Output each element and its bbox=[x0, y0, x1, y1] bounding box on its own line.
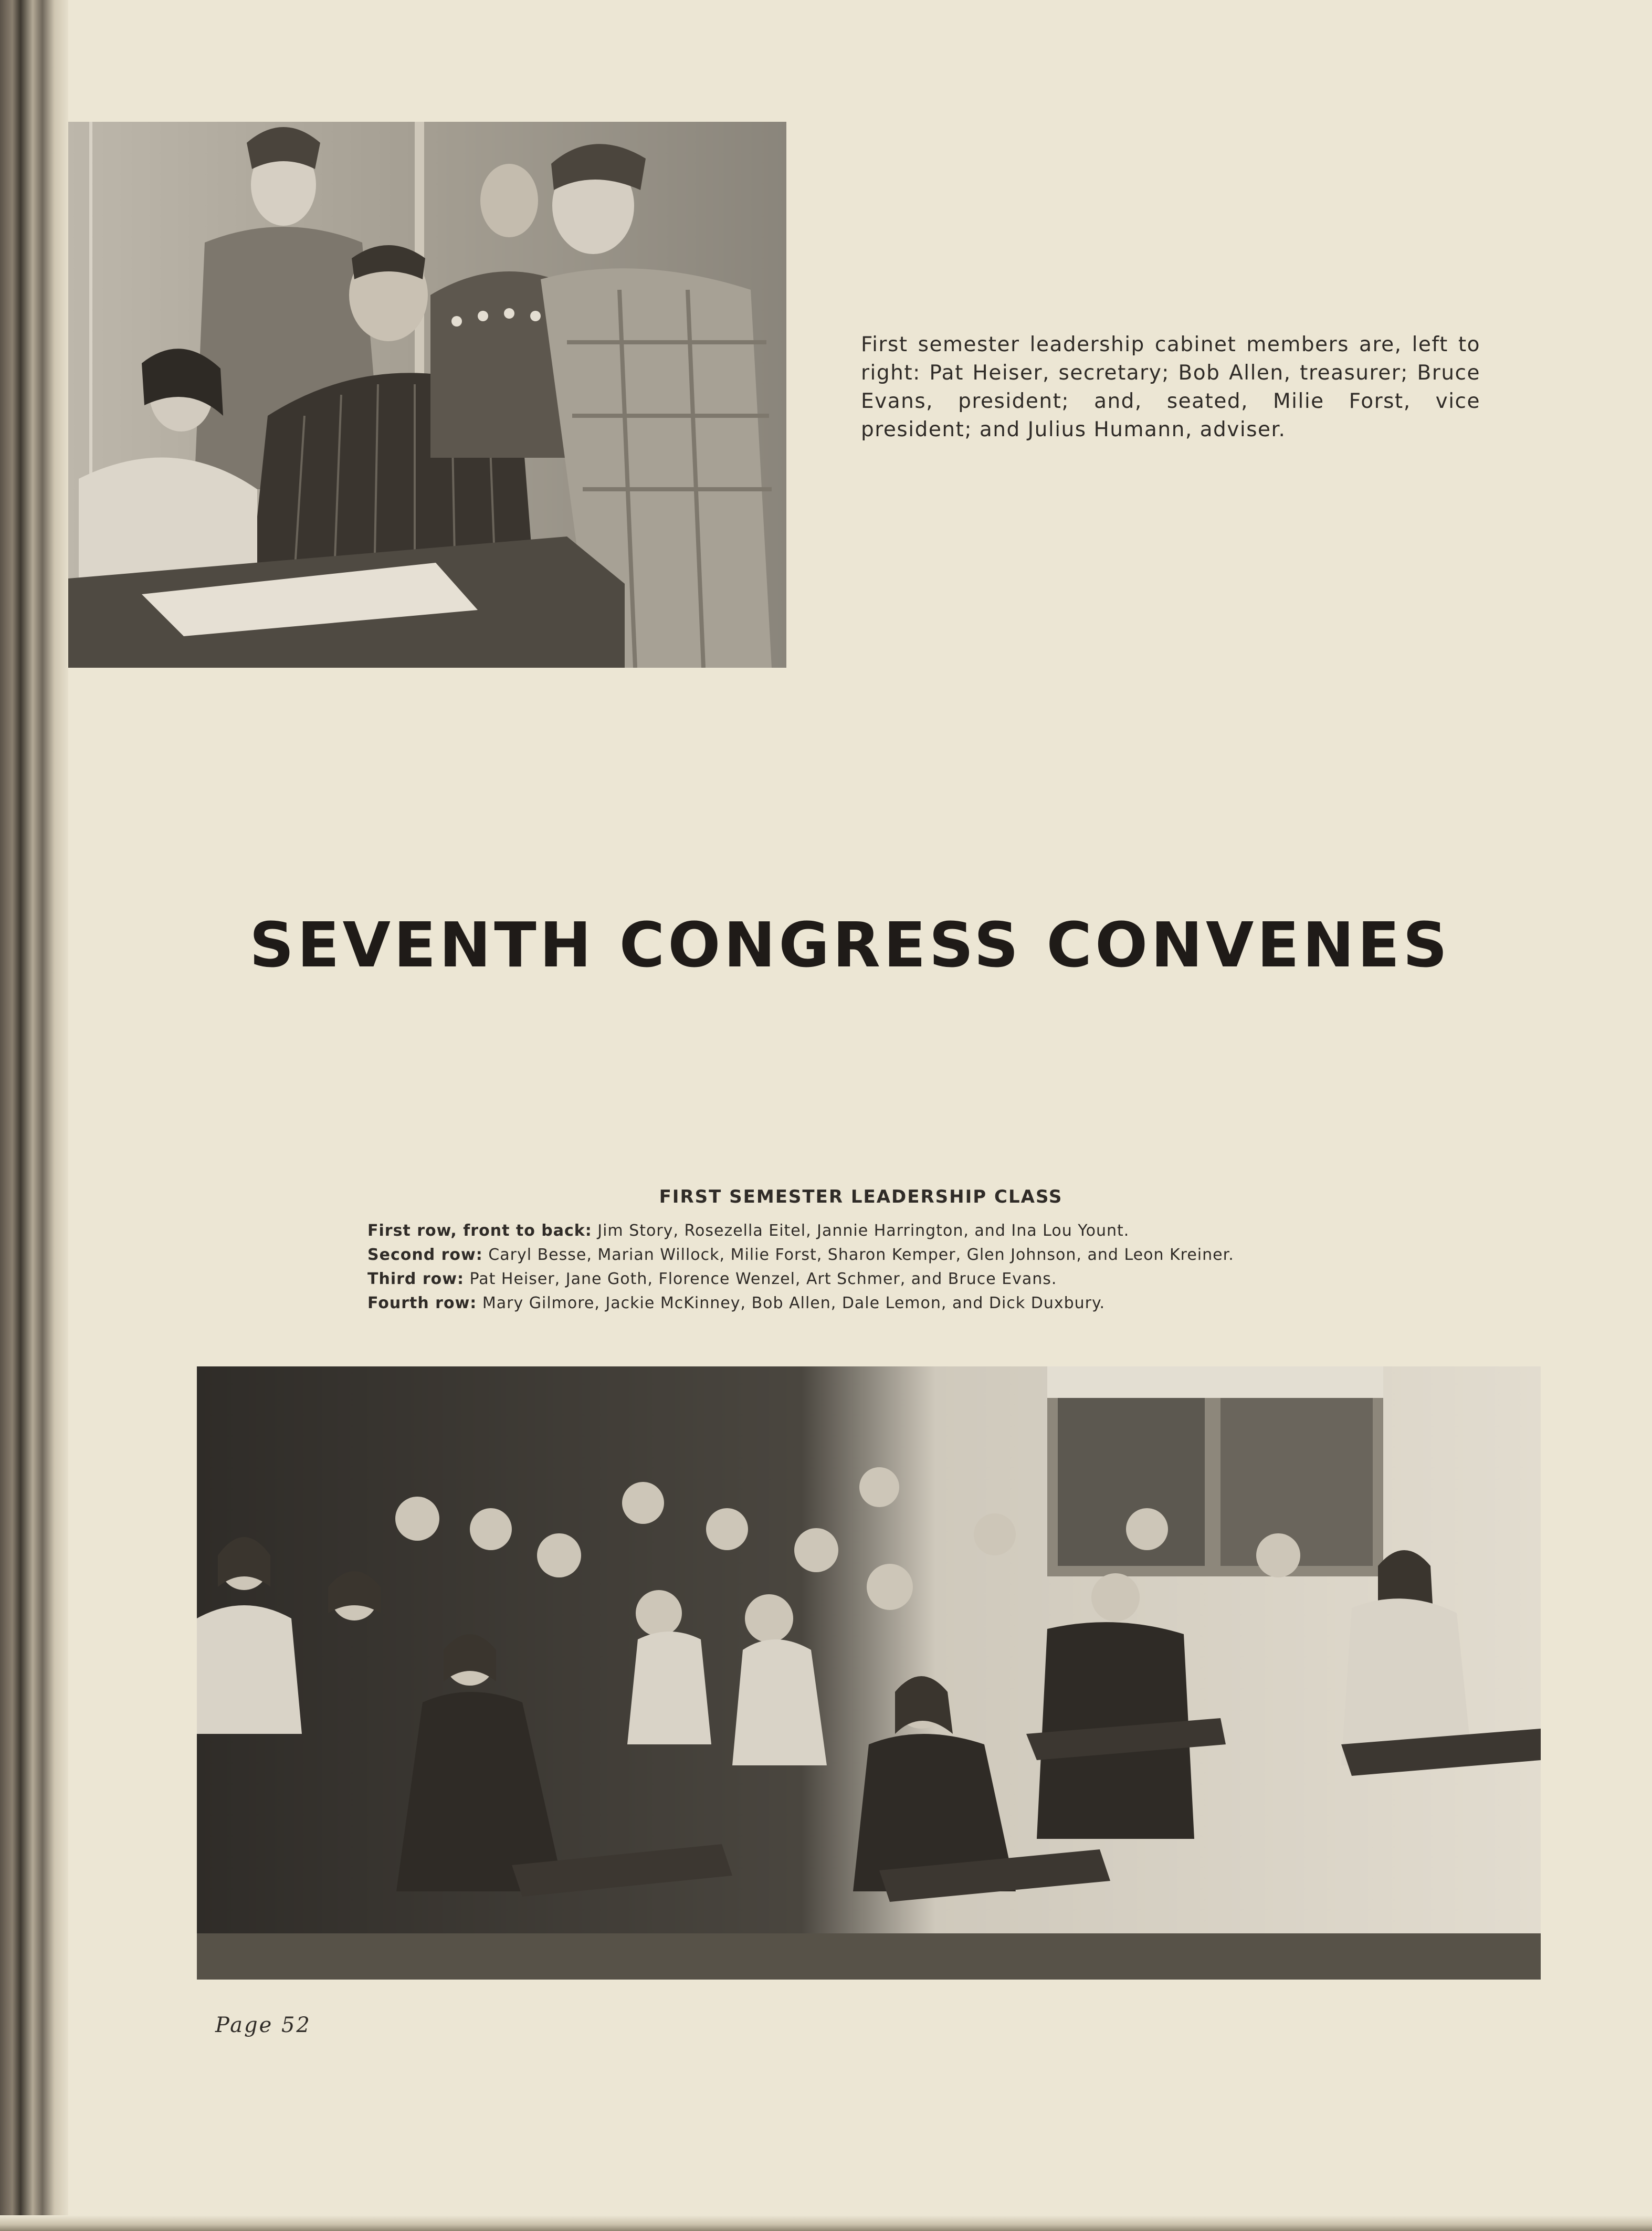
roster-row bbox=[367, 1243, 1522, 1267]
page-bottom-edge bbox=[0, 2215, 1652, 2231]
page-number: Page 52 bbox=[215, 2013, 311, 2037]
roster-row-names: Mary Gilmore, Jackie McKinney, Bob Allen, Dale Lemon, and Dick Duxbury. bbox=[482, 1294, 1106, 1312]
roster-title: FIRST SEMESTER LEADERSHIP CLASS bbox=[659, 1186, 1063, 1207]
leadership-class-roster bbox=[367, 1186, 1522, 1316]
cabinet-photo-image bbox=[68, 122, 786, 668]
roster-row-names: Pat Heiser, Jane Goth, Florence Wenzel, Art Schmer, and Bruce Evans. bbox=[469, 1270, 1057, 1288]
roster-row-names: Caryl Besse, Marian Willock, Milie Forst, Sharon Kemper, Glen Johnson, and Leon Kreiner. bbox=[488, 1246, 1234, 1264]
book-binding-edge bbox=[0, 0, 68, 2231]
class-photo-image bbox=[197, 1366, 1541, 1980]
cabinet-caption: First semester leadership cabinet members are, left to right: Pat Heiser, secretary; Bob Allen, treasurer; Bruce Evans, president; and, seated, Milie Forst, vice president; and Julius Humann, adviser. bbox=[861, 333, 1480, 441]
roster-row-label: Fourth row: bbox=[367, 1294, 477, 1312]
roster-row-label: First row, front to back: bbox=[367, 1222, 592, 1240]
roster-row-names: Jim Story, Rosezella Eitel, Jannie Harrington, and Ina Lou Yount. bbox=[597, 1222, 1130, 1240]
class-photo bbox=[197, 1366, 1541, 1980]
roster-row bbox=[367, 1291, 1522, 1316]
roster-row bbox=[367, 1219, 1522, 1243]
cabinet-photo bbox=[68, 122, 786, 668]
roster-row bbox=[367, 1267, 1522, 1291]
roster-row-label: Third row: bbox=[367, 1270, 464, 1288]
page-headline: SEVENTH CONGRESS CONVENES bbox=[249, 909, 1451, 981]
roster-row-label: Second row: bbox=[367, 1246, 483, 1264]
